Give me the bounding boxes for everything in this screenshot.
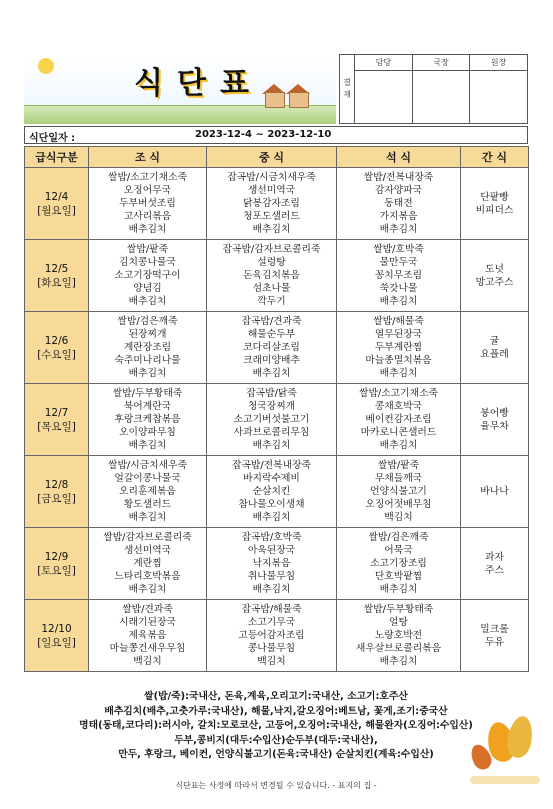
menu-item: 쑥갓나물 — [379, 283, 418, 294]
menu-item: 오징어젓배무침 — [365, 499, 432, 510]
day-cell — [25, 312, 89, 384]
menu-item: 쌀밥/감자브로콜리죽 — [103, 532, 192, 543]
menu-item: 돈육김치볶음 — [243, 270, 300, 281]
menu-item: 귤 — [489, 335, 500, 347]
breakfast-cell — [89, 384, 207, 456]
menu-item: 잡곡밥/시금치새우죽 — [227, 172, 316, 183]
menu-item: 잡곡밥/호박죽 — [241, 532, 302, 543]
menu-item: 배추김치 — [379, 224, 418, 235]
menu-item: 백김치 — [257, 656, 286, 667]
menu-day-row — [25, 312, 529, 384]
day-cell — [25, 528, 89, 600]
menu-item: 소고기장조림 — [370, 558, 427, 569]
menu-item: 북어계란국 — [123, 401, 172, 412]
snack-cell — [461, 456, 529, 528]
menu-item: 바지락수제비 — [243, 473, 300, 484]
menu-item: 생선미역국 — [123, 545, 172, 556]
menu-item: 섬초나물 — [252, 283, 291, 294]
menu-item: 물만두국 — [379, 257, 418, 268]
approval-role: 국장 — [412, 55, 470, 71]
menu-item: 망고주스 — [475, 276, 514, 288]
menu-item: 배추김치 — [252, 368, 291, 379]
dinner-cell — [337, 312, 461, 384]
menu-item: 계란찜 — [133, 558, 162, 569]
menu-item: 잡곡밥/감자브로콜리죽 — [222, 244, 321, 255]
day-weekday: [일요일] — [37, 636, 76, 649]
menu-item: 쌀밥/팥죽 — [377, 460, 420, 471]
menu-item: 얼갈이콩나물국 — [114, 473, 181, 484]
menu-item: 두부계란찜 — [374, 342, 423, 353]
menu-item: 소고기버섯불고기 — [233, 414, 310, 425]
breakfast-cell — [89, 600, 207, 672]
day-date: 12/10 — [41, 622, 72, 635]
snack-cell — [461, 600, 529, 672]
day-weekday: [목요일] — [37, 420, 76, 433]
menu-item: 취나물무침 — [247, 571, 296, 582]
menu-day-row — [25, 168, 529, 240]
menu-item: 두부버섯조림 — [119, 198, 176, 209]
menu-item: 율무차 — [480, 420, 509, 432]
footer-note: 식단표는 사정에 따라서 변경될 수 있습니다. - 표지의 집 - — [175, 781, 377, 790]
house-icon — [265, 92, 285, 108]
menu-item: 소고기장떡구이 — [114, 270, 181, 281]
menu-day-row — [25, 528, 529, 600]
menu-item: 배추김치 — [379, 656, 418, 667]
menu-table — [24, 146, 529, 672]
menu-item: 쌀밥/호박죽 — [373, 244, 424, 255]
menu-item: 배추김치 — [379, 368, 418, 379]
day-weekday: [월요일] — [37, 204, 76, 217]
day-cell — [25, 384, 89, 456]
ground-decoration — [470, 776, 540, 784]
column-header: 중 식 — [207, 147, 337, 168]
origin-line: 배추김치(배추,고춧가루:국내산), 해물,낙지,갈오징어:베트남, 꽃게,조기:중국산 — [104, 705, 448, 717]
menu-item: 후랑크케찹볶음 — [114, 414, 181, 425]
menu-day-row — [25, 384, 529, 456]
menu-item: 꽁치무조림 — [374, 270, 423, 281]
approval-box — [339, 54, 528, 124]
menu-item: 잡곡밥/전복내장죽 — [231, 460, 311, 471]
day-date: 12/4 — [44, 190, 69, 203]
breakfast-cell — [89, 456, 207, 528]
column-header: 급식구분 — [25, 147, 89, 168]
dinner-cell — [337, 168, 461, 240]
menu-item: 크래미양배추 — [243, 355, 300, 366]
menu-item: 잡곡밥/닭죽 — [246, 388, 297, 399]
snack-cell — [461, 240, 529, 312]
menu-item: 감자양파국 — [374, 185, 423, 196]
column-header: 조 식 — [89, 147, 207, 168]
menu-item: 닭봉감자조림 — [243, 198, 300, 209]
origin-line: 명태(동태,코다리):러시아, 갈치:모로코산, 고등어,오징어:국내산, 해물완자(오징어:수입산) — [79, 720, 473, 731]
menu-item: 배추김치 — [379, 584, 418, 595]
approval-role: 원장 — [470, 55, 528, 71]
menu-item: 백김치 — [133, 656, 162, 667]
menu-item: 쌀밥/전복내장죽 — [363, 172, 434, 183]
day-cell — [25, 240, 89, 312]
snack-cell — [461, 168, 529, 240]
menu-item: 배추김치 — [128, 368, 167, 379]
menu-item: 쌀밥/검은깨죽 — [368, 532, 429, 543]
menu-item: 백김치 — [384, 512, 413, 523]
menu-item: 도넛 — [485, 263, 504, 275]
column-header: 간 식 — [461, 147, 529, 168]
day-cell — [25, 168, 89, 240]
day-date: 12/5 — [44, 262, 69, 275]
menu-item: 오이양파무침 — [119, 427, 176, 438]
menu-header-row — [25, 147, 529, 168]
menu-item: 청포도샐러드 — [243, 211, 300, 222]
menu-day-row — [25, 600, 529, 672]
approval-sign-box[interactable] — [470, 71, 528, 124]
menu-item: 쌀밥/해물죽 — [373, 316, 424, 327]
menu-item: 배추김치 — [379, 296, 418, 307]
menu-item: 계란장조림 — [123, 342, 172, 353]
menu-item: 낙지볶음 — [252, 558, 291, 569]
day-weekday: [토요일] — [37, 564, 76, 577]
menu-item: 요플레 — [480, 348, 509, 360]
menu-item: 베이컨감자조림 — [365, 414, 432, 425]
menu-item: 깍두기 — [257, 296, 286, 307]
menu-item: 제육볶음 — [128, 630, 167, 641]
menu-day-row — [25, 456, 529, 528]
menu-item: 콩채호박국 — [374, 401, 423, 412]
menu-item: 얼탕 — [389, 617, 408, 628]
lunch-cell — [207, 456, 337, 528]
menu-item: 설렁탕 — [257, 257, 286, 268]
origin-notes — [16, 690, 536, 763]
menu-item: 소고기무국 — [247, 617, 296, 628]
day-date: 12/6 — [44, 334, 69, 347]
menu-item: 새우살브로콜리볶음 — [355, 643, 442, 654]
breakfast-cell — [89, 168, 207, 240]
menu-item: 마늘종멸치볶음 — [365, 355, 432, 366]
menu-item: 단호박팥찜 — [374, 571, 423, 582]
menu-item: 오징어무국 — [123, 185, 172, 196]
house-icon — [289, 92, 309, 108]
menu-item: 쌀밥/두부황태죽 — [112, 388, 183, 399]
lunch-cell — [207, 528, 337, 600]
menu-item: 아욱된장국 — [247, 545, 296, 556]
day-cell — [25, 456, 89, 528]
menu-item: 언양식불고기 — [370, 486, 427, 497]
menu-item: 노랑호박전 — [374, 630, 423, 641]
dinner-cell — [337, 600, 461, 672]
menu-item: 마늘쫑건새우무침 — [109, 643, 186, 654]
origin-line: 쌀(밥/죽):국내산, 돈육,계육,오리고기:국내산, 소고기:호주산 — [144, 691, 408, 702]
menu-item: 코다리살조림 — [243, 342, 300, 353]
menu-item: 황도샐러드 — [123, 499, 172, 510]
lunch-cell — [207, 600, 337, 672]
menu-item: 배추김치 — [128, 224, 167, 235]
menu-item: 배추김치 — [379, 440, 418, 451]
menu-item: 바나나 — [480, 486, 509, 497]
menu-item: 오리훈제볶음 — [119, 486, 176, 497]
day-weekday: [금요일] — [37, 492, 76, 505]
menu-item: 열무된장국 — [374, 329, 423, 340]
lunch-cell — [207, 384, 337, 456]
menu-item: 시래기된장국 — [119, 617, 176, 628]
day-date: 12/7 — [44, 406, 69, 419]
menu-item: 쌀밥/두부황태죽 — [363, 604, 434, 615]
dinner-cell — [337, 528, 461, 600]
menu-item: 배추김치 — [252, 584, 291, 595]
menu-item: 배추김치 — [252, 224, 291, 235]
date-range: 2023-12-4 ~ 2023-12-10 — [195, 129, 332, 140]
menu-item: 사과브로콜리무침 — [233, 427, 310, 438]
menu-item: 쌀밥/견과죽 — [122, 604, 173, 615]
menu-item: 붕어빵 — [480, 407, 509, 419]
menu-item: 배추김치 — [252, 512, 291, 523]
menu-item: 참나물오이생채 — [238, 499, 305, 510]
menu-item: 고등어감자조림 — [238, 630, 305, 641]
menu-item: 어묵국 — [384, 545, 413, 556]
day-weekday: [수요일] — [37, 348, 76, 361]
menu-body — [25, 168, 529, 672]
lunch-cell — [207, 168, 337, 240]
origin-line: 두부,콩비지(대두:수입산)순두부(대두:국내산), — [174, 734, 378, 746]
date-label: 식단일자 : — [29, 133, 76, 144]
menu-item: 쌀밥/소고기채소죽 — [358, 388, 438, 399]
menu-item: 쌀밥/검은깨죽 — [117, 316, 178, 327]
menu-item: 배추김치 — [128, 512, 167, 523]
menu-item: 배추김치 — [128, 584, 167, 595]
menu-day-row — [25, 240, 529, 312]
menu-item: 주스 — [485, 564, 504, 576]
menu-item: 고사리볶음 — [123, 211, 172, 222]
menu-item: 느타리호박볶음 — [114, 571, 181, 582]
menu-item: 배추김치 — [128, 296, 167, 307]
dinner-cell — [337, 384, 461, 456]
menu-item: 해물순두부 — [247, 329, 296, 340]
menu-item: 두유 — [485, 636, 504, 648]
approval-label: 결재 — [340, 55, 355, 124]
dinner-cell — [337, 456, 461, 528]
approval-sign-box[interactable] — [412, 71, 470, 124]
menu-item: 콩나물무침 — [247, 643, 296, 654]
approval-sign-box[interactable] — [355, 71, 413, 124]
lunch-cell — [207, 240, 337, 312]
page-title: 식단표 — [134, 66, 263, 101]
day-date: 12/8 — [44, 478, 69, 491]
menu-item: 김치콩나물국 — [119, 257, 176, 268]
menu-item: 잡곡밥/견과죽 — [241, 316, 302, 327]
menu-item: 순살치킨 — [252, 486, 291, 497]
menu-item: 청국장찌개 — [247, 401, 296, 412]
menu-item: 쌀밥/소고기채소죽 — [107, 172, 187, 183]
approval-role: 담당 — [355, 55, 413, 71]
snack-cell — [461, 384, 529, 456]
menu-item: 양념김 — [133, 283, 162, 294]
menu-item: 숙주미나리나물 — [114, 355, 181, 366]
menu-item: 된장찌개 — [128, 329, 167, 340]
menu-item: 배추김치 — [252, 440, 291, 451]
sun-icon — [38, 58, 54, 74]
breakfast-cell — [89, 528, 207, 600]
date-row — [24, 126, 528, 144]
day-weekday: [화요일] — [37, 276, 76, 289]
column-header: 석 식 — [337, 147, 461, 168]
menu-item: 동태전 — [384, 198, 413, 209]
breakfast-cell — [89, 240, 207, 312]
header-banner — [24, 54, 336, 124]
snack-cell — [461, 312, 529, 384]
menu-item: 쌀밥/팥죽 — [126, 244, 169, 255]
menu-item: 과자 — [485, 551, 504, 563]
menu-item: 비피더스 — [475, 204, 514, 216]
menu-item: 단팥빵 — [480, 191, 509, 203]
day-cell — [25, 600, 89, 672]
day-date: 12/9 — [44, 550, 69, 563]
menu-item: 무채들깨국 — [374, 473, 423, 484]
menu-item: 가지볶음 — [379, 211, 418, 222]
breakfast-cell — [89, 312, 207, 384]
menu-item: 밀크롤 — [480, 623, 509, 635]
origin-line: 만두, 후랑크, 베이컨, 언양식불고기(돈육:국내산) 순살치킨(계육:수입산) — [118, 749, 434, 760]
menu-item: 잡곡밥/해물죽 — [241, 604, 302, 615]
menu-item: 배추김치 — [128, 440, 167, 451]
snack-cell — [461, 528, 529, 600]
lunch-cell — [207, 312, 337, 384]
menu-item: 쌀밥/시금치새우죽 — [107, 460, 187, 471]
dinner-cell — [337, 240, 461, 312]
menu-item: 생선미역국 — [247, 185, 296, 196]
menu-item: 마카로니콘샐러드 — [360, 427, 437, 438]
